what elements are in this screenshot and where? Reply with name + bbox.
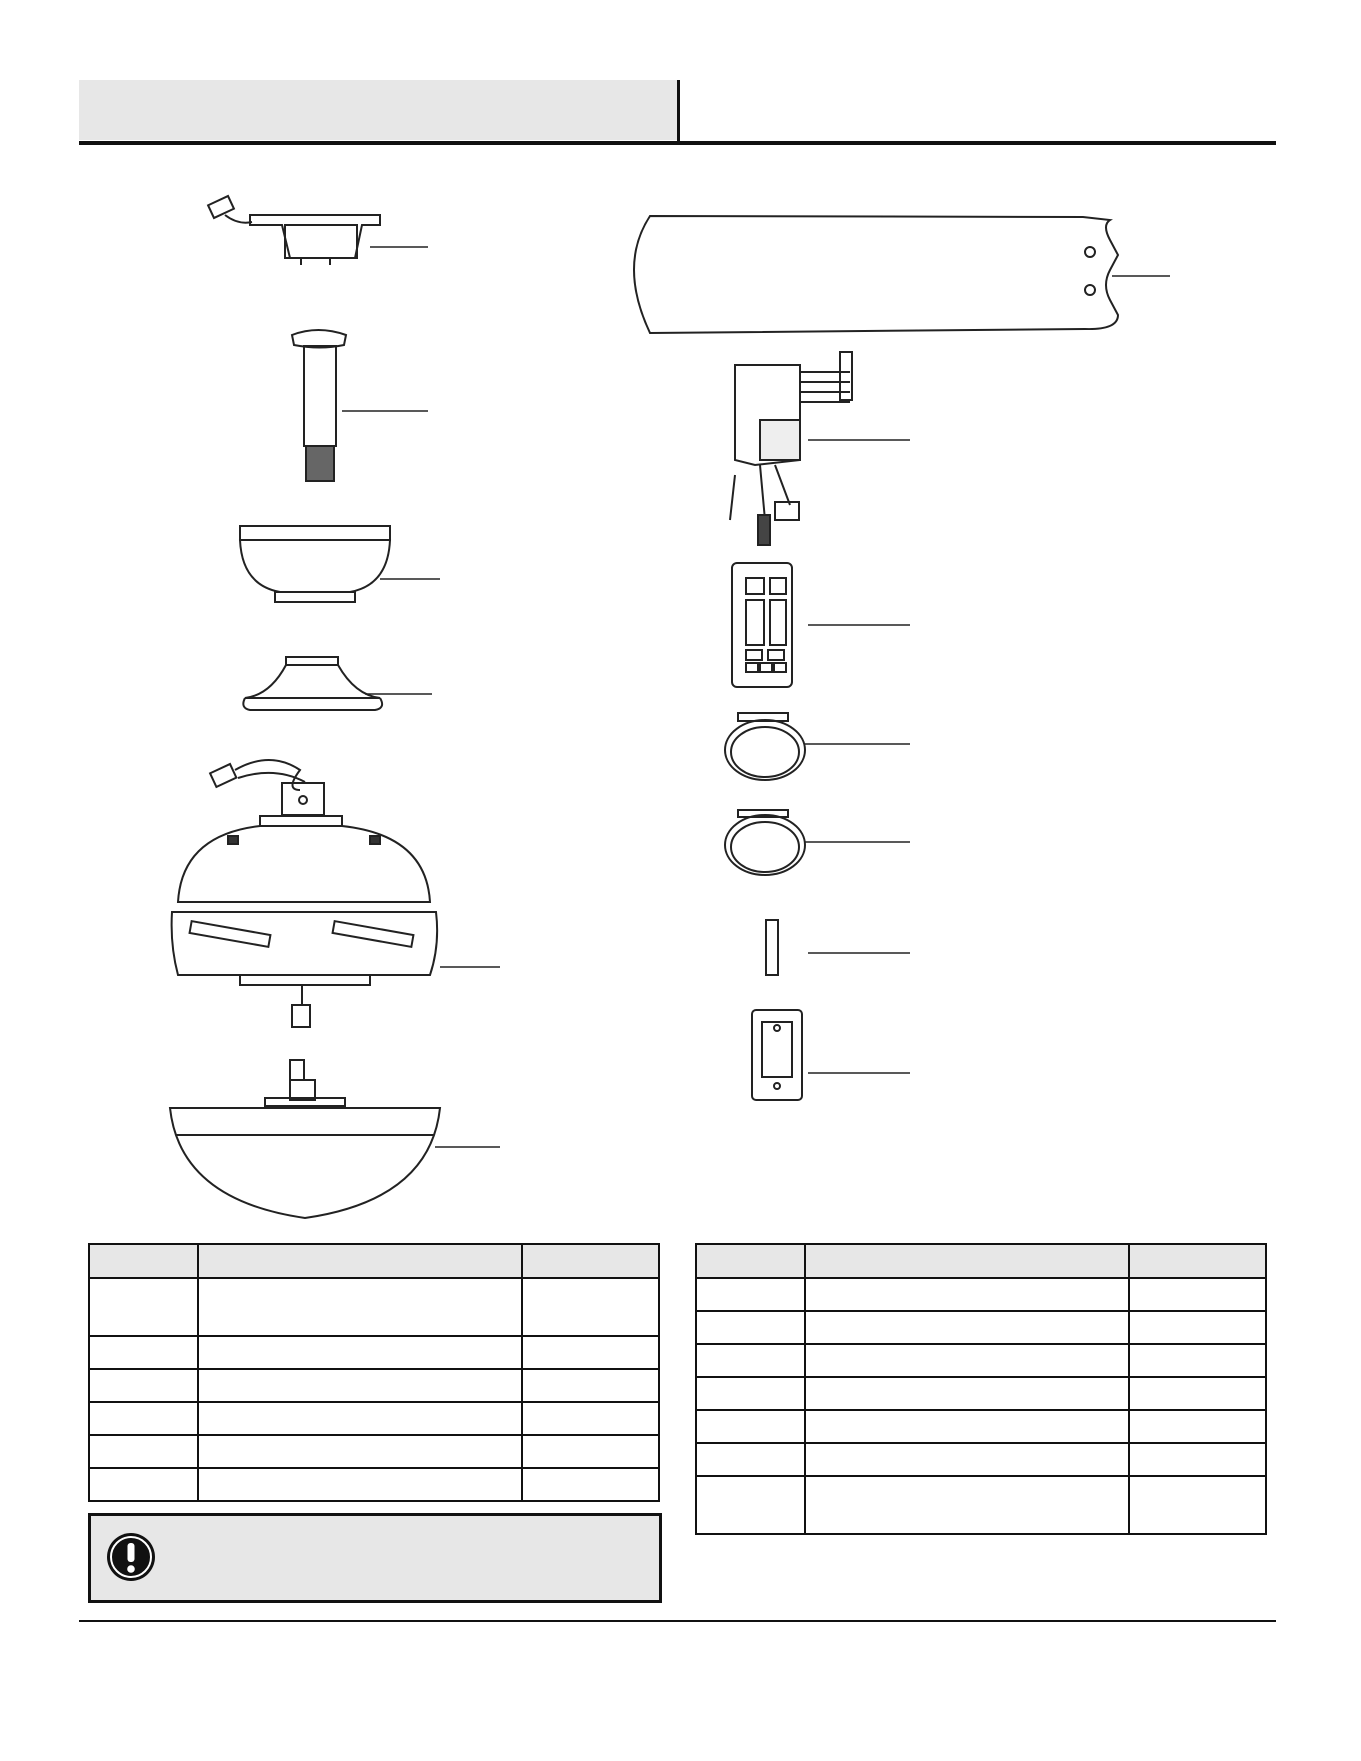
footer-rule [79, 1620, 1276, 1622]
part-cell [696, 1410, 805, 1443]
quantity-cell [522, 1336, 659, 1369]
quantity-cell [522, 1402, 659, 1435]
part-cell [89, 1435, 198, 1468]
part-cell [89, 1402, 198, 1435]
table-row [89, 1369, 659, 1402]
warning-exclamation-icon [105, 1531, 157, 1583]
wire-harness-coil-drawing [725, 713, 910, 780]
fan-blade-drawing [634, 216, 1170, 333]
part-cell [696, 1311, 805, 1344]
quantity-cell [1129, 1410, 1266, 1443]
col-quantity [522, 1244, 659, 1278]
table-row [89, 1336, 659, 1369]
remote-control-drawing [732, 563, 910, 687]
downrod-drawing [292, 330, 428, 481]
col-description [198, 1244, 522, 1278]
quantity-cell [522, 1435, 659, 1468]
quantity-cell [1129, 1311, 1266, 1344]
table-header-row [89, 1244, 659, 1278]
table-header-row [696, 1244, 1266, 1278]
description-cell [805, 1443, 1129, 1476]
col-part [89, 1244, 198, 1278]
quantity-cell [522, 1278, 659, 1336]
table-row [696, 1443, 1266, 1476]
table-row [89, 1468, 659, 1501]
part-cell [696, 1278, 805, 1311]
battery-drawing [766, 920, 910, 975]
part-cell [89, 1468, 198, 1501]
table-row [696, 1344, 1266, 1377]
mounting-bracket-drawing [208, 196, 428, 265]
description-cell [805, 1377, 1129, 1410]
part-cell [89, 1336, 198, 1369]
canopy-cover-drawing [243, 657, 432, 710]
part-cell [696, 1377, 805, 1410]
table-row [696, 1410, 1266, 1443]
description-cell [805, 1311, 1129, 1344]
col-quantity [1129, 1244, 1266, 1278]
description-cell [805, 1476, 1129, 1534]
col-part [696, 1244, 805, 1278]
description-cell [805, 1344, 1129, 1377]
part-cell [89, 1369, 198, 1402]
description-cell [198, 1369, 522, 1402]
quantity-cell [1129, 1278, 1266, 1311]
description-cell [198, 1336, 522, 1369]
quantity-cell [1129, 1344, 1266, 1377]
table-row [696, 1311, 1266, 1344]
quantity-cell [1129, 1476, 1266, 1534]
table-row [696, 1278, 1266, 1311]
part-cell [696, 1443, 805, 1476]
extension-wire-coil-drawing [725, 810, 910, 875]
parts-table-right [695, 1243, 1267, 1535]
description-cell [805, 1410, 1129, 1443]
description-cell [805, 1278, 1129, 1311]
quantity-cell [1129, 1443, 1266, 1476]
part-cell [89, 1278, 198, 1336]
canopy-drawing [240, 526, 440, 602]
description-cell [198, 1435, 522, 1468]
table-row [696, 1377, 1266, 1410]
quantity-cell [522, 1369, 659, 1402]
motor-assembly-drawing [172, 760, 500, 1027]
remote-holder-drawing [752, 1010, 910, 1100]
quantity-cell [1129, 1377, 1266, 1410]
description-cell [198, 1278, 522, 1336]
parts-table-left [88, 1243, 660, 1502]
receiver-drawing [730, 352, 910, 545]
table-row [696, 1476, 1266, 1534]
table-row [89, 1435, 659, 1468]
part-cell [696, 1476, 805, 1534]
quantity-cell [522, 1468, 659, 1501]
table-row [89, 1278, 659, 1336]
description-cell [198, 1402, 522, 1435]
description-cell [198, 1468, 522, 1501]
part-cell [696, 1344, 805, 1377]
table-row [89, 1402, 659, 1435]
light-bowl-drawing [170, 1060, 500, 1218]
col-description [805, 1244, 1129, 1278]
safety-note-box [88, 1513, 662, 1603]
